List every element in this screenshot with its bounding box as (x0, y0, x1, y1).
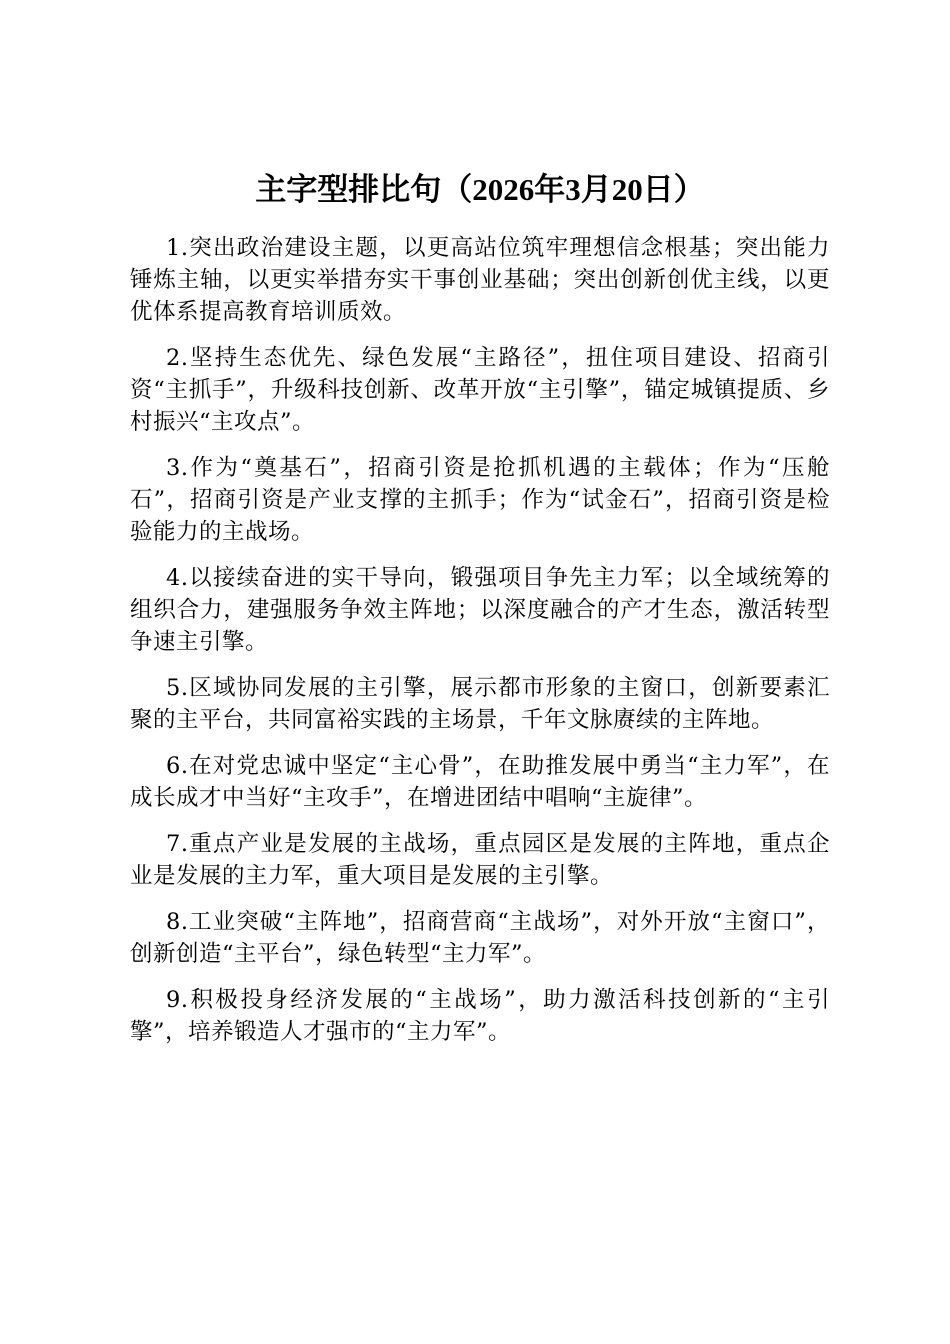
paragraph-8: 8.工业突破“主阵地”，招商营商“主战场”，对外开放“主窗口”，创新创造“主平台”，绿色转型“主力军”。 (130, 909, 830, 967)
title-year-suffix: 年 (534, 172, 566, 208)
title-year: 2026 (472, 172, 535, 207)
title-day-suffix: 日） (642, 172, 705, 208)
paragraph-6: 6.在对党忠诚中坚定“主心骨”，在助推发展中勇当“主力军”，在成长成才中当好“主攻手”，在增进团结中唱响“主旋律”。 (130, 753, 830, 811)
paragraph-2: 2.坚持生态优先、绿色发展“主路径”，扭住项目建设、招商引资“主抓手”，升级科技创新、改革开放“主引擎”，锚定城镇提质、乡村振兴“主攻点”。 (130, 345, 830, 435)
title-month-suffix: 月 (580, 172, 612, 208)
title-prefix: 主字型排比句（ (255, 172, 473, 208)
document-page (130, 168, 830, 1062)
document-title (130, 168, 830, 212)
paragraph-5: 5.区域协同发展的主引擎，展示都市形象的主窗口，创新要素汇聚的主平台，共同富裕实践的主场景，千年文脉赓续的主阵地。 (130, 675, 830, 733)
paragraph-1: 1.突出政治建设主题，以更高站位筑牢理想信念根基；突出能力锤炼主轴，以更实举措夯实干事创业基础；突出创新创优主线，以更优体系提高教育培训质效。 (130, 235, 830, 325)
paragraph-7: 7.重点产业是发展的主战场，重点园区是发展的主阵地，重点企业是发展的主力军，重大项目是发展的主引擎。 (130, 831, 830, 889)
paragraph-3: 3.作为“奠基石”，招商引资是抢抓机遇的主载体；作为“压舱石”，招商引资是产业支撑的主抓手；作为“试金石”，招商引资是检验能力的主战场。 (130, 455, 830, 545)
title-month: 3 (565, 172, 581, 207)
title-day: 20 (611, 172, 643, 207)
paragraph-9: 9.积极投身经济发展的“主战场”，助力激活科技创新的“主引擎”，培养锻造人才强市的“主力军”。 (130, 987, 830, 1045)
paragraph-4: 4.以接续奋进的实干导向，锻强项目争先主力军；以全域统筹的组织合力，建强服务争效主阵地；以深度融合的产才生态，激活转型争速主引擎。 (130, 565, 830, 655)
